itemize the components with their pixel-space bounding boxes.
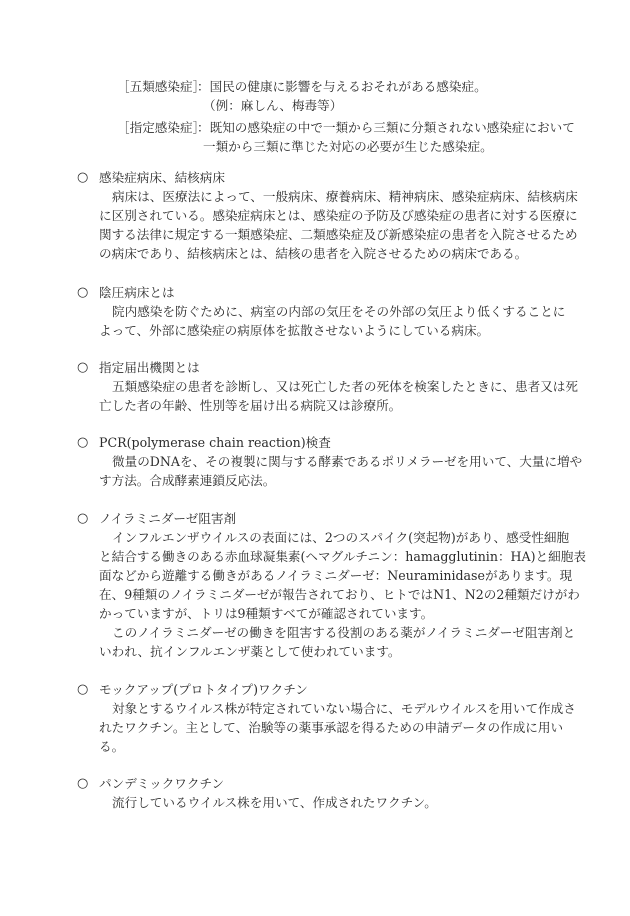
body-line: 微量のDNAを、その複製に関与する酵素であるポリメラーゼを用いて、大量に増や (112, 454, 583, 469)
section-heading-row (77, 283, 552, 302)
section-heading: モックアップ(プロトタイプ)ワクチン (99, 682, 308, 697)
body-line: 病床は、医療法によって、一般病床、療養病床、精神病床、感染症病床、結核病床 (112, 189, 578, 204)
body-line: と結合する働きのある赤血球凝集素(ヘマグルチニン：hamagglutinin：HA)と細胞表 (99, 549, 586, 564)
definition-category-5 (117, 77, 567, 115)
section-infection-tb-beds (77, 168, 578, 263)
section-heading: 陰圧病床とは (99, 285, 175, 300)
body-line: いわれ、抗インフルエンザ薬として使われています。 (99, 644, 401, 659)
section-heading-row (77, 358, 552, 377)
section-body (99, 187, 578, 263)
body-line: の病床であり、結核病床とは、結核の患者を入院させるための病床である。 (99, 246, 528, 261)
definition-designated (117, 118, 575, 156)
circle-bullet-icon: ○ (77, 170, 89, 185)
circle-bullet-icon: ○ (77, 776, 89, 791)
body-line: 関する法律に規定する一類感染症、二類感染症及び新感染症の患者を入院させるため (99, 227, 578, 242)
section-heading: 感染症病床、結核病床 (99, 170, 225, 185)
section-designated-reporting-institutions (77, 358, 578, 415)
circle-bullet-icon: ○ (77, 285, 89, 300)
definition-term: ［五類感染症］ (117, 79, 206, 94)
body-line: 面などから遊離する働きがあるノイラミニダーゼ：Neuraminidaseがあります。現 (99, 568, 573, 583)
body-line: 在、9種類のノイラミニダーゼが報告されており、ヒトではN1、N2の2種類だけがわ (99, 587, 580, 602)
definition-body (197, 77, 567, 115)
definition-line: ：既知の感染症の中で一類から三類に分類されない感染症において (197, 120, 575, 135)
body-line: このノイラミニダーゼの働きを阻害する役割のある薬がノイラミニダーゼ阻害剤と (112, 625, 576, 640)
circle-bullet-icon: ○ (77, 511, 89, 526)
section-heading-row (77, 168, 552, 187)
section-heading: パンデミックワクチン (99, 776, 225, 791)
section-body (99, 452, 583, 490)
body-line: インフルエンザウイルスの表面には、2つのスパイク(突起物)があり、感受性細胞 (112, 530, 570, 545)
body-line: かっていますが、トリは9種類すべてが確認されています。 (99, 606, 434, 621)
body-line: 五類感染症の患者を診断し、又は死亡した者の死体を検案したときに、患者又は死 (112, 379, 578, 394)
section-heading: ノイラミニダーゼ阻害剤 (99, 511, 237, 526)
section-heading-row (77, 774, 552, 793)
section-heading: PCR(polymerase chain reaction)検査 (99, 435, 331, 450)
section-body (99, 528, 586, 661)
body-line: る。 (99, 739, 125, 754)
section-mockup-vaccine (77, 680, 576, 756)
body-line: す方法。合成酵素連鎖反応法。 (99, 473, 276, 488)
body-line: れたワクチン。主として、治験等の薬事承認を得るための申請データの作成に用い (99, 720, 564, 735)
circle-bullet-icon: ○ (77, 360, 89, 375)
section-pandemic-vaccine (77, 774, 552, 812)
body-line: に区別されている。感染症病床とは、感染症の予防及び感染症の患者に対する医療に (99, 208, 578, 223)
section-body (99, 377, 578, 415)
section-body (99, 793, 551, 812)
section-negative-pressure-beds (77, 283, 566, 340)
section-heading: 指定届出機関とは (99, 360, 200, 375)
body-line: 亡した者の年齢、性別等を届け出る病院又は診療所。 (99, 398, 402, 413)
definition-line: 一類から三類に準じた対応の必要が生じた感染症。 (203, 139, 493, 154)
circle-bullet-icon: ○ (77, 435, 89, 450)
body-line: よって、外部に感染症の病原体を拡散させないようにしている病床。 (99, 323, 490, 338)
section-pcr-test (77, 433, 583, 490)
section-body (99, 699, 576, 756)
body-line: 対象とするウイルス株が特定されていない場合に、モデルウイルスを用いて作成さ (112, 701, 576, 716)
section-heading-row (77, 680, 552, 699)
definition-line: ：国民の健康に影響を与えるおそれがある感染症。 (197, 79, 487, 94)
definition-term: ［指定感染症］ (117, 120, 206, 135)
circle-bullet-icon: ○ (77, 682, 89, 697)
infection-category-definitions (117, 77, 575, 156)
section-body (99, 302, 566, 340)
definition-body (197, 118, 575, 156)
section-neuraminidase-inhibitor (77, 509, 586, 661)
section-heading-row (77, 433, 552, 452)
definition-line: （例：麻しん、梅毒等） (203, 98, 343, 113)
body-line: 院内感染を防ぐために、病室の内部の気圧をその外部の気圧より低くすることに (112, 304, 566, 319)
body-line: 流行しているウイルス株を用いて、作成されたワクチン。 (112, 795, 437, 810)
section-heading-row (77, 509, 552, 528)
